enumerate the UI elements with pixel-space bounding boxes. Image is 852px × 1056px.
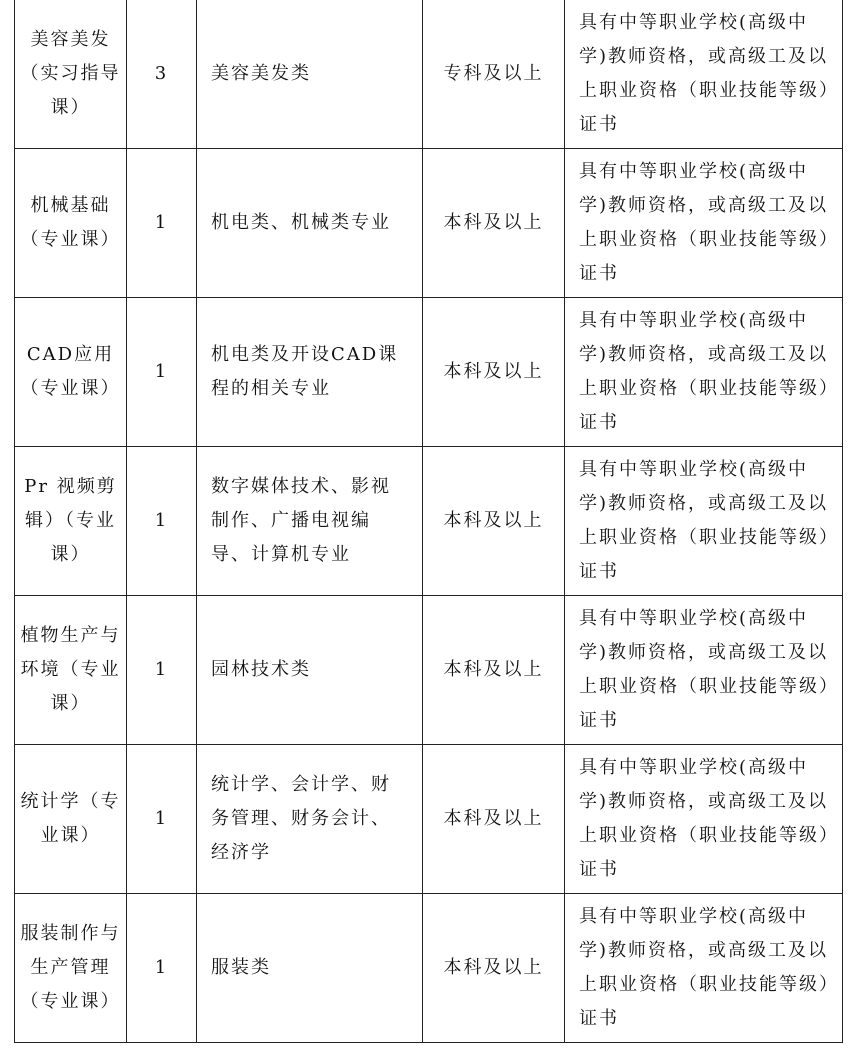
qualification-cell [565,298,843,447]
education-requirement: 本科及以上 [443,361,544,382]
qualification-requirement: 具有中等职业学校(高级中学)教师资格，或高级工及以上职业资格（职业技能等级）证书 [579,459,830,582]
major-requirement: 机电类及开设CAD课程的相关专业 [211,344,399,399]
course-name: 统计学（专业课） [20,791,121,846]
count-cell [127,149,197,298]
course-cell [15,149,127,298]
table-row [15,149,843,298]
qualification-requirement: 具有中等职业学校(高级中学)教师资格，或高级工及以上职业资格（职业技能等级）证书 [579,906,830,1029]
position-count: 3 [154,63,169,84]
major-cell [197,447,423,596]
major-requirement: 美容美发类 [211,63,311,84]
position-count: 1 [154,659,169,680]
education-requirement: 本科及以上 [443,957,544,978]
qualification-requirement: 具有中等职业学校(高级中学)教师资格，或高级工及以上职业资格（职业技能等级）证书 [579,161,830,284]
major-requirement: 机电类、机械类专业 [211,212,391,233]
course-name: CAD应用（专业课） [20,344,121,399]
table-row [15,596,843,745]
education-cell [423,298,565,447]
education-requirement: 本科及以上 [443,510,544,531]
table-row [15,745,843,894]
count-cell [127,894,197,1043]
count-cell [127,298,197,447]
education-cell [423,894,565,1043]
qualification-cell [565,596,843,745]
course-cell [15,894,127,1043]
education-cell [423,447,565,596]
count-cell [127,0,197,149]
qualification-requirement: 具有中等职业学校(高级中学)教师资格，或高级工及以上职业资格（职业技能等级）证书 [579,12,830,135]
position-count: 1 [154,510,169,531]
course-cell [15,298,127,447]
education-requirement: 本科及以上 [443,212,544,233]
course-name: 美容美发（实习指导课） [20,29,121,118]
qualification-cell [565,149,843,298]
position-count: 1 [154,361,169,382]
position-count: 1 [154,808,169,829]
count-cell [127,596,197,745]
course-name: 服装制作与生产管理（专业课） [20,923,121,1012]
qualification-cell [565,894,843,1043]
qualification-requirement: 具有中等职业学校(高级中学)教师资格，或高级工及以上职业资格（职业技能等级）证书 [579,757,830,880]
qualification-cell [565,0,843,149]
major-requirement: 统计学、会计学、财务管理、财务会计、经济学 [211,774,391,863]
education-cell [423,596,565,745]
major-requirement: 服装类 [211,957,271,978]
recruitment-table [14,0,843,1043]
table-row [15,298,843,447]
qualification-requirement: 具有中等职业学校(高级中学)教师资格，或高级工及以上职业资格（职业技能等级）证书 [579,310,830,433]
education-cell [423,0,565,149]
major-cell [197,745,423,894]
course-cell [15,745,127,894]
qualification-cell [565,745,843,894]
course-name: 植物生产与环境（专业课） [20,625,121,714]
course-cell [15,0,127,149]
table-row [15,0,843,149]
qualification-cell [565,447,843,596]
course-cell [15,596,127,745]
education-cell [423,149,565,298]
major-cell [197,0,423,149]
table-row [15,894,843,1043]
position-count: 1 [154,957,169,978]
qualification-requirement: 具有中等职业学校(高级中学)教师资格，或高级工及以上职业资格（职业技能等级）证书 [579,608,830,731]
count-cell [127,745,197,894]
major-requirement: 园林技术类 [211,659,311,680]
table-row [15,447,843,596]
education-requirement: 本科及以上 [443,659,544,680]
major-cell [197,596,423,745]
major-cell [197,894,423,1043]
major-cell [197,149,423,298]
course-name: 机械基础（专业课） [20,195,121,250]
major-requirement: 数字媒体技术、影视制作、广播电视编导、计算机专业 [211,476,391,565]
position-count: 1 [154,212,169,233]
course-cell [15,447,127,596]
course-name: Pr 视频剪辑）（专业课） [24,476,117,565]
education-requirement: 专科及以上 [443,63,544,84]
education-requirement: 本科及以上 [443,808,544,829]
education-cell [423,745,565,894]
major-cell [197,298,423,447]
count-cell [127,447,197,596]
